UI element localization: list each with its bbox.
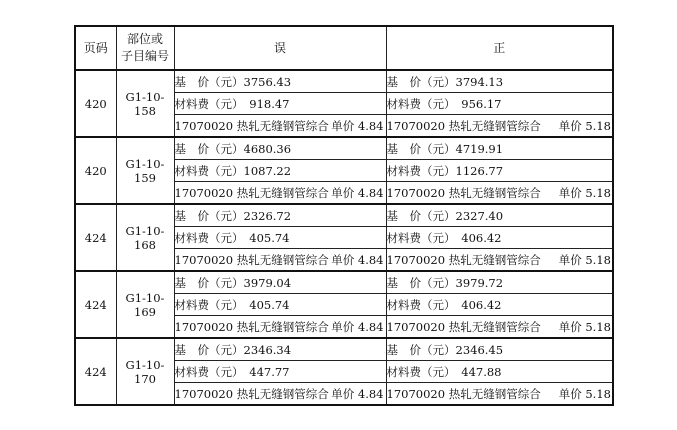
- wrong-material-fee: 材料费（元） 405.74: [174, 227, 386, 249]
- wrong-unit-price: 单价 4.84: [331, 319, 384, 334]
- page-column-header: 页码: [75, 26, 116, 70]
- right-item-name: 17070020 热轧无缝钢管综合: [386, 319, 541, 334]
- table-row: [75, 338, 613, 361]
- item-code-cell: G1-10-158: [116, 70, 174, 137]
- wrong-material-fee: 材料费（元） 918.47: [174, 93, 386, 115]
- page-number-cell: 424: [75, 338, 116, 405]
- right-base-price: 基 价（元）3794.13: [386, 70, 613, 93]
- right-unit-price: 单价 5.18: [558, 386, 611, 401]
- wrong-column-header: 误: [174, 26, 386, 70]
- right-base-price: 基 价（元）3979.72: [386, 271, 613, 294]
- right-unit-price: 单价 5.18: [558, 118, 611, 133]
- right-material-fee: 材料费（元） 406.42: [386, 227, 613, 249]
- errata-table: [74, 25, 614, 406]
- right-base-price: 基 价（元）2327.40: [386, 204, 613, 227]
- right-column-header: 正: [386, 26, 613, 70]
- wrong-item-name: 17070020 热轧无缝钢管综合: [174, 252, 329, 267]
- right-material-fee: 材料费（元）1126.77: [386, 160, 613, 182]
- wrong-base-price: 基 价（元）4680.36: [174, 137, 386, 160]
- right-base-price: 基 价（元）2346.45: [386, 338, 613, 361]
- wrong-material-fee: 材料费（元） 405.74: [174, 294, 386, 316]
- wrong-base-price: 基 价（元）2346.34: [174, 338, 386, 361]
- wrong-item-name: 17070020 热轧无缝钢管综合: [174, 118, 329, 133]
- wrong-base-price: 基 价（元）2326.72: [174, 204, 386, 227]
- wrong-item-name: 17070020 热轧无缝钢管综合: [174, 319, 329, 334]
- right-material-fee: 材料费（元） 447.88: [386, 361, 613, 383]
- table-row: [75, 137, 613, 160]
- wrong-item-name: 17070020 热轧无缝钢管综合: [174, 386, 329, 401]
- wrong-item-line: [174, 115, 386, 138]
- page-number-cell: 424: [75, 271, 116, 338]
- wrong-item-line: [174, 249, 386, 272]
- right-material-fee: 材料费（元） 956.17: [386, 93, 613, 115]
- page-number-cell: 424: [75, 204, 116, 271]
- wrong-item-line: [174, 182, 386, 205]
- right-item-name: 17070020 热轧无缝钢管综合: [386, 118, 541, 133]
- item-code-cell: G1-10-170: [116, 338, 174, 405]
- right-item-line: [386, 182, 613, 205]
- wrong-material-fee: 材料费（元） 447.77: [174, 361, 386, 383]
- wrong-item-name: 17070020 热轧无缝钢管综合: [174, 185, 329, 200]
- code-column-header: [116, 26, 174, 70]
- wrong-material-fee: 材料费（元）1087.22: [174, 160, 386, 182]
- right-unit-price: 单价 5.18: [558, 185, 611, 200]
- wrong-unit-price: 单价 4.84: [331, 252, 384, 267]
- wrong-unit-price: 单价 4.84: [331, 185, 384, 200]
- code-header-line1: 部位或: [126, 32, 163, 46]
- wrong-item-line: [174, 316, 386, 339]
- page-number-cell: 420: [75, 70, 116, 137]
- right-material-fee: 材料费（元） 406.42: [386, 294, 613, 316]
- errata-body: [75, 70, 613, 405]
- right-item-name: 17070020 热轧无缝钢管综合: [386, 185, 541, 200]
- table-row: [75, 70, 613, 93]
- wrong-base-price: 基 价（元）3979.04: [174, 271, 386, 294]
- right-base-price: 基 价（元）4719.91: [386, 137, 613, 160]
- right-item-line: [386, 249, 613, 272]
- right-item-line: [386, 383, 613, 406]
- wrong-unit-price: 单价 4.84: [331, 386, 384, 401]
- right-unit-price: 单价 5.18: [558, 319, 611, 334]
- right-item-line: [386, 316, 613, 339]
- header-row: [75, 26, 613, 70]
- code-header-line2: 子目编号: [120, 49, 169, 63]
- table-row: [75, 271, 613, 294]
- item-code-cell: G1-10-169: [116, 271, 174, 338]
- right-item-name: 17070020 热轧无缝钢管综合: [386, 386, 541, 401]
- wrong-unit-price: 单价 4.84: [331, 118, 384, 133]
- item-code-cell: G1-10-168: [116, 204, 174, 271]
- page-number-cell: 420: [75, 137, 116, 204]
- wrong-item-line: [174, 383, 386, 406]
- right-item-line: [386, 115, 613, 138]
- table-row: [75, 204, 613, 227]
- wrong-base-price: 基 价（元）3756.43: [174, 70, 386, 93]
- right-unit-price: 单价 5.18: [558, 252, 611, 267]
- right-item-name: 17070020 热轧无缝钢管综合: [386, 252, 541, 267]
- item-code-cell: G1-10-159: [116, 137, 174, 204]
